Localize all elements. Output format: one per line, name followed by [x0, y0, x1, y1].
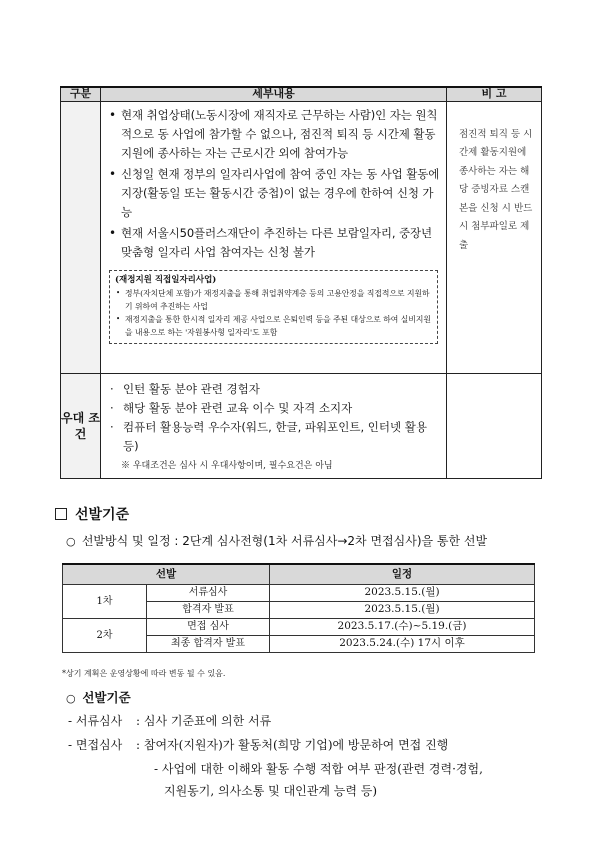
header-category: 구분	[61, 87, 101, 101]
step-date: 2023.5.15.(월)	[270, 584, 535, 601]
circle-bullet-icon: ○	[66, 535, 76, 548]
requirement-item: • 신청일 현재 정부의 일자리사업에 참여 중인 자는 동 사업 활동에 지장(활동일 또는 활동시간 중첩)이 없는 경우에 한하여 신청 가능	[109, 166, 440, 219]
section-heading: 선발기준	[55, 504, 129, 524]
box-item: • 정부(자치단체 포함)가 재정지출을 통해 취업취약계층 등의 고용안정을 직접적으로 지원하기 위하여 추진하는 사업	[116, 288, 430, 311]
schedule-header-selection: 선발	[63, 564, 270, 584]
table-row	[63, 618, 535, 635]
criteria-interview-label: - 면접심사	[68, 738, 123, 752]
direct-job-program-box	[109, 270, 438, 344]
preferred-cell	[101, 373, 447, 478]
step-label: 합격자 발표	[147, 601, 270, 618]
step-date: 2023.5.17.(수)~5.19.(금)	[270, 618, 535, 635]
circle-bullet-icon: ○	[66, 692, 76, 705]
stage-label: 2차	[63, 618, 147, 652]
preferred-note: ※ 우대조건은 심사 시 우대사항이며, 필수요건은 아님	[121, 460, 333, 471]
criteria-doc-label: - 서류심사	[68, 714, 123, 728]
table-row	[63, 584, 535, 601]
preferred-label: 우대 조건	[61, 373, 101, 478]
step-date: 2023.5.15.(월)	[270, 601, 535, 618]
requirement-list	[107, 106, 440, 262]
step-label: 서류심사	[147, 584, 270, 601]
header-remarks: 비 고	[447, 87, 542, 101]
criteria-interview-sub-2: 지원동기, 의사소통 및 대인관계 능력 등)	[164, 784, 378, 798]
box-title: (재정지원 직접일자리사업)	[115, 274, 217, 285]
requirement-item: • 현재 서울시50플러스재단이 추진하는 다른 보람일자리, 중장년 맞춤형 일자리 사업 참여자는 신청 불가	[109, 225, 432, 259]
criteria-doc-text: : 심사 기준표에 의한 서류	[136, 714, 272, 728]
preferred-item: · 해당 활동 분야 관련 교육 이수 및 자격 소지자	[110, 400, 353, 415]
step-label: 면접 심사	[147, 618, 270, 635]
requirements-cell	[101, 101, 447, 373]
checkbox-square-icon	[55, 508, 67, 520]
preferred-item: · 인턴 활동 분야 관련 경험자	[110, 381, 260, 396]
box-item: • 재정지출을 통한 한시적 일자리 제공 사업으로 은퇴인력 등을 주된 대상으로 하여 실비지원을 내용으로 하는 '자원봉사형 일자리'도 포함	[116, 314, 431, 337]
schedule-header-date: 일정	[270, 564, 535, 584]
criteria-heading: ○ 선발기준	[66, 690, 131, 705]
requirement-item: • 현재 취업상태(노동시장에 재직자로 근무하는 사람)인 자는 원칙적으로 동 사업에 참가할 수 없으나, 점진적 퇴직 등 시간제 활동지원에 종사하는 자는 근로시간 외에 참여가능	[109, 107, 438, 160]
selection-method: ○ 선발방식 및 일정 : 2단계 심사전형(1차 서류심사→2차 면접심사)을 통한 선발	[66, 532, 487, 551]
step-date: 2023.5.24.(수) 17시 이후	[270, 635, 535, 652]
step-label: 최종 합격자 발표	[147, 635, 270, 652]
schedule-table	[62, 563, 535, 653]
schedule-footnote: *상기 계획은 운영상황에 따라 변동 될 수 있음.	[62, 669, 226, 678]
preferred-item: · 컴퓨터 활용능력 우수자(워드, 한글, 파워포인트, 인터넷 활용 등)	[110, 419, 427, 453]
preferred-list	[101, 374, 446, 458]
remark-text: 점진적 퇴직 등 시간제 활동지원에 종사하는 자는 해당 증빙자료 스캔본을 신청 시 반드시 첨부파일로 제출	[447, 101, 542, 373]
criteria-interview-sub-1: - 사업에 대한 이해와 활동 수행 적합 여부 판정(관련 경력·경험,	[154, 762, 483, 776]
preferred-remark-empty	[447, 373, 542, 478]
stage-label: 1차	[63, 584, 147, 618]
category-cell-empty	[61, 101, 101, 373]
eligibility-table	[60, 86, 542, 479]
criteria-interview-text: : 참여자(지원자)가 활동처(희망 기업)에 방문하여 면접 진행	[136, 738, 449, 752]
header-details: 세부내용	[101, 87, 447, 101]
